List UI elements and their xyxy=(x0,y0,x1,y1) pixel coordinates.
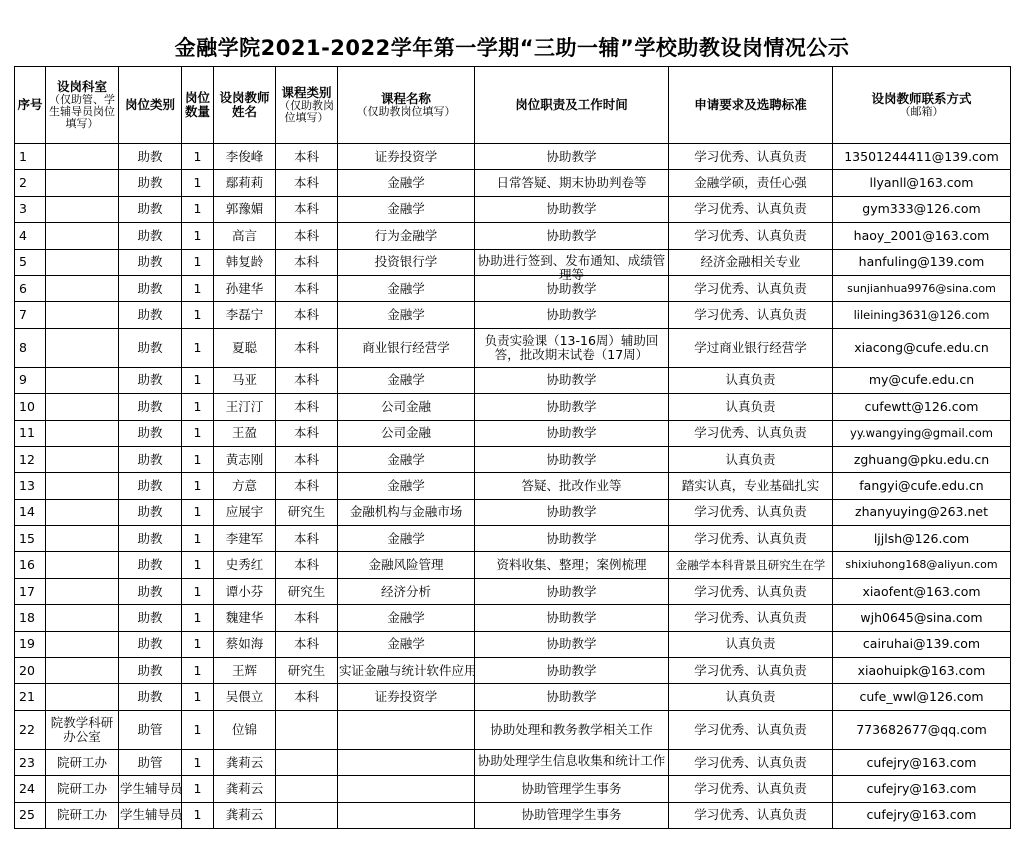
count-cell: 1 xyxy=(182,710,214,749)
teacher-cell: 史秀红 xyxy=(214,552,276,578)
table-row xyxy=(15,223,1011,249)
requirements-cell: 学习优秀、认真负责 xyxy=(669,196,833,222)
requirements-cell: 学习优秀、认真负责 xyxy=(669,658,833,684)
duty-cell: 协助教学 xyxy=(475,658,669,684)
duty-cell: 协助教学 xyxy=(475,631,669,657)
dept-cell: 院研工办 xyxy=(46,802,119,828)
count-cell: 1 xyxy=(182,526,214,552)
duty-cell: 资料收集、整理；案例梳理 xyxy=(475,552,669,578)
course-name-cell: 金融学 xyxy=(338,367,475,393)
type-cell: 助教 xyxy=(119,170,182,196)
count-cell: 1 xyxy=(182,420,214,446)
type-cell: 助教 xyxy=(119,631,182,657)
requirements-cell: 学习优秀、认真负责 xyxy=(669,605,833,631)
email-cell: cufe_wwl@126.com xyxy=(833,684,1011,710)
email-cell: 13501244411@139.com xyxy=(833,144,1011,170)
course-name-cell: 金融学 xyxy=(338,526,475,552)
teacher-cell: 韩复龄 xyxy=(214,249,276,275)
dept-cell: 院研工办 xyxy=(46,776,119,802)
requirements-cell: 学习优秀、认真负责 xyxy=(669,223,833,249)
duty-cell: 协助教学 xyxy=(475,196,669,222)
requirements-cell: 金融学本科背景且研究生在学 xyxy=(669,552,833,578)
course-type-cell xyxy=(276,802,338,828)
course-type-cell: 研究生 xyxy=(276,499,338,525)
requirements-cell: 金融学硕，责任心强 xyxy=(669,170,833,196)
seq-cell: 24 xyxy=(15,776,46,802)
dept-cell xyxy=(46,249,119,275)
type-cell: 助教 xyxy=(119,578,182,604)
teacher-cell: 方意 xyxy=(214,473,276,499)
seq-cell: 5 xyxy=(15,249,46,275)
type-cell: 助教 xyxy=(119,302,182,328)
dept-cell: 院教学科研办公室 xyxy=(46,710,119,749)
course-name-cell xyxy=(338,710,475,749)
count-cell: 1 xyxy=(182,578,214,604)
duty-cell: 协助处理学生信息收集和统计工作 xyxy=(475,749,669,775)
seq-cell: 25 xyxy=(15,802,46,828)
type-cell: 助教 xyxy=(119,420,182,446)
requirements-cell: 学习优秀、认真负责 xyxy=(669,526,833,552)
seq-cell: 20 xyxy=(15,658,46,684)
course-type-cell: 本科 xyxy=(276,446,338,472)
count-cell: 1 xyxy=(182,776,214,802)
requirements-cell: 学习优秀、认真负责 xyxy=(669,302,833,328)
email-cell: ljjlsh@126.com xyxy=(833,526,1011,552)
course-name-cell xyxy=(338,776,475,802)
teacher-cell: 黄志刚 xyxy=(214,446,276,472)
table-row xyxy=(15,473,1011,499)
course-type-cell: 本科 xyxy=(276,170,338,196)
duty-cell: 协助管理学生事务 xyxy=(475,802,669,828)
header-seq: 序号 xyxy=(15,67,46,144)
requirements-cell: 认真负责 xyxy=(669,631,833,657)
header-contact: 设岗教师联系方式 （邮箱） xyxy=(833,67,1011,144)
course-name-cell: 金融学 xyxy=(338,446,475,472)
seq-cell: 23 xyxy=(15,749,46,775)
dept-cell xyxy=(46,367,119,393)
duty-cell: 协助教学 xyxy=(475,420,669,446)
duty-cell: 协助教学 xyxy=(475,605,669,631)
requirements-cell: 认真负责 xyxy=(669,684,833,710)
type-cell: 助教 xyxy=(119,499,182,525)
course-name-cell xyxy=(338,802,475,828)
type-cell: 学生辅导员 xyxy=(119,776,182,802)
header-course-type: 课程类别 （仅助教岗位填写） xyxy=(276,67,338,144)
dept-cell xyxy=(46,631,119,657)
duty-cell: 日常答疑、期末协助判卷等 xyxy=(475,170,669,196)
dept-cell xyxy=(46,684,119,710)
requirements-cell: 学习优秀、认真负责 xyxy=(669,144,833,170)
count-cell: 1 xyxy=(182,144,214,170)
requirements-cell: 学习优秀、认真负责 xyxy=(669,710,833,749)
header-duty: 岗位职责及工作时间 xyxy=(475,67,669,144)
seq-cell: 6 xyxy=(15,275,46,301)
teacher-cell: 郭豫媚 xyxy=(214,196,276,222)
email-cell: xiaohuipk@163.com xyxy=(833,658,1011,684)
course-name-cell: 实证金融与统计软件应用 xyxy=(338,658,475,684)
course-name-cell: 金融风险管理 xyxy=(338,552,475,578)
dept-cell xyxy=(46,658,119,684)
table-row xyxy=(15,420,1011,446)
seq-cell: 16 xyxy=(15,552,46,578)
table-row xyxy=(15,328,1011,367)
duty-cell: 协助教学 xyxy=(475,275,669,301)
dept-cell: 院研工办 xyxy=(46,749,119,775)
count-cell: 1 xyxy=(182,223,214,249)
course-type-cell: 本科 xyxy=(276,275,338,301)
positions-table xyxy=(14,66,1011,829)
course-name-cell xyxy=(338,749,475,775)
requirements-cell: 认真负责 xyxy=(669,446,833,472)
count-cell: 1 xyxy=(182,658,214,684)
course-name-cell: 金融学 xyxy=(338,605,475,631)
dept-cell xyxy=(46,446,119,472)
email-cell: fangyi@cufe.edu.cn xyxy=(833,473,1011,499)
email-cell: llyanll@163.com xyxy=(833,170,1011,196)
count-cell: 1 xyxy=(182,249,214,275)
seq-cell: 13 xyxy=(15,473,46,499)
duty-cell: 答疑、批改作业等 xyxy=(475,473,669,499)
email-cell: xiaofent@163.com xyxy=(833,578,1011,604)
email-cell: yy.wangying@gmail.com xyxy=(833,420,1011,446)
course-type-cell: 本科 xyxy=(276,144,338,170)
duty-cell: 协助教学 xyxy=(475,578,669,604)
duty-cell: 协助教学 xyxy=(475,394,669,420)
course-type-cell: 本科 xyxy=(276,552,338,578)
course-name-cell: 金融机构与金融市场 xyxy=(338,499,475,525)
seq-cell: 11 xyxy=(15,420,46,446)
count-cell: 1 xyxy=(182,302,214,328)
table-row xyxy=(15,196,1011,222)
type-cell: 助教 xyxy=(119,144,182,170)
course-type-cell: 本科 xyxy=(276,196,338,222)
course-type-cell: 研究生 xyxy=(276,578,338,604)
count-cell: 1 xyxy=(182,394,214,420)
duty-cell: 协助教学 xyxy=(475,526,669,552)
header-dept: 设岗科室 （仅助管、学生辅导员岗位填写） xyxy=(46,67,119,144)
count-cell: 1 xyxy=(182,275,214,301)
seq-cell: 10 xyxy=(15,394,46,420)
email-cell: xiacong@cufe.edu.cn xyxy=(833,328,1011,367)
seq-cell: 2 xyxy=(15,170,46,196)
count-cell: 1 xyxy=(182,749,214,775)
teacher-cell: 王汀汀 xyxy=(214,394,276,420)
duty-cell: 协助进行签到、发布通知、成绩管理等 xyxy=(475,249,669,275)
email-cell: 773682677@qq.com xyxy=(833,710,1011,749)
dept-cell xyxy=(46,170,119,196)
type-cell: 学生辅导员 xyxy=(119,802,182,828)
email-cell: zghuang@pku.edu.cn xyxy=(833,446,1011,472)
course-type-cell: 本科 xyxy=(276,631,338,657)
table-row xyxy=(15,552,1011,578)
teacher-cell: 王盈 xyxy=(214,420,276,446)
email-cell: cufewtt@126.com xyxy=(833,394,1011,420)
course-type-cell: 本科 xyxy=(276,328,338,367)
email-cell: cufejry@163.com xyxy=(833,802,1011,828)
table-row xyxy=(15,367,1011,393)
dept-cell xyxy=(46,578,119,604)
teacher-cell: 李磊宁 xyxy=(214,302,276,328)
teacher-cell: 龚莉云 xyxy=(214,776,276,802)
table-row xyxy=(15,249,1011,275)
course-name-cell: 商业银行经营学 xyxy=(338,328,475,367)
seq-cell: 12 xyxy=(15,446,46,472)
count-cell: 1 xyxy=(182,631,214,657)
seq-cell: 19 xyxy=(15,631,46,657)
table-row xyxy=(15,526,1011,552)
course-type-cell: 研究生 xyxy=(276,658,338,684)
course-type-cell: 本科 xyxy=(276,394,338,420)
table-row xyxy=(15,631,1011,657)
type-cell: 助教 xyxy=(119,196,182,222)
course-type-cell: 本科 xyxy=(276,526,338,552)
header-teacher: 设岗教师姓名 xyxy=(214,67,276,144)
seq-cell: 1 xyxy=(15,144,46,170)
count-cell: 1 xyxy=(182,605,214,631)
table-row xyxy=(15,499,1011,525)
requirements-cell: 学习优秀、认真负责 xyxy=(669,499,833,525)
teacher-cell: 蔡如海 xyxy=(214,631,276,657)
course-name-cell: 经济分析 xyxy=(338,578,475,604)
seq-cell: 15 xyxy=(15,526,46,552)
course-type-cell xyxy=(276,710,338,749)
count-cell: 1 xyxy=(182,196,214,222)
teacher-cell: 李建军 xyxy=(214,526,276,552)
dept-cell xyxy=(46,605,119,631)
dept-cell xyxy=(46,144,119,170)
dept-cell xyxy=(46,499,119,525)
header-requirements: 申请要求及选聘标准 xyxy=(669,67,833,144)
type-cell: 助教 xyxy=(119,473,182,499)
type-cell: 助教 xyxy=(119,367,182,393)
table-row xyxy=(15,578,1011,604)
teacher-cell: 应展宇 xyxy=(214,499,276,525)
type-cell: 助教 xyxy=(119,446,182,472)
course-name-cell: 金融学 xyxy=(338,302,475,328)
seq-cell: 14 xyxy=(15,499,46,525)
dept-cell xyxy=(46,328,119,367)
dept-cell xyxy=(46,420,119,446)
seq-cell: 18 xyxy=(15,605,46,631)
table-row xyxy=(15,144,1011,170)
type-cell: 助管 xyxy=(119,749,182,775)
duty-cell: 协助教学 xyxy=(475,223,669,249)
email-cell: cufejry@163.com xyxy=(833,749,1011,775)
table-row xyxy=(15,275,1011,301)
email-cell: hanfuling@139.com xyxy=(833,249,1011,275)
seq-cell: 8 xyxy=(15,328,46,367)
type-cell: 助教 xyxy=(119,328,182,367)
count-cell: 1 xyxy=(182,446,214,472)
type-cell: 助教 xyxy=(119,275,182,301)
teacher-cell: 魏建华 xyxy=(214,605,276,631)
course-name-cell: 公司金融 xyxy=(338,394,475,420)
type-cell: 助教 xyxy=(119,684,182,710)
course-type-cell: 本科 xyxy=(276,684,338,710)
course-type-cell: 本科 xyxy=(276,223,338,249)
header-type: 岗位类别 xyxy=(119,67,182,144)
seq-cell: 22 xyxy=(15,710,46,749)
email-cell: cairuhai@139.com xyxy=(833,631,1011,657)
type-cell: 助管 xyxy=(119,710,182,749)
count-cell: 1 xyxy=(182,473,214,499)
teacher-cell: 马亚 xyxy=(214,367,276,393)
header-row xyxy=(15,67,1011,144)
count-cell: 1 xyxy=(182,367,214,393)
dept-cell xyxy=(46,473,119,499)
requirements-cell: 学习优秀、认真负责 xyxy=(669,420,833,446)
table-row xyxy=(15,170,1011,196)
course-type-cell: 本科 xyxy=(276,420,338,446)
type-cell: 助教 xyxy=(119,605,182,631)
duty-cell: 协助教学 xyxy=(475,302,669,328)
type-cell: 助教 xyxy=(119,223,182,249)
dept-cell xyxy=(46,196,119,222)
table-body xyxy=(15,144,1011,829)
seq-cell: 9 xyxy=(15,367,46,393)
requirements-cell: 学习优秀、认真负责 xyxy=(669,275,833,301)
email-cell: my@cufe.edu.cn xyxy=(833,367,1011,393)
course-type-cell: 本科 xyxy=(276,367,338,393)
table-row xyxy=(15,658,1011,684)
count-cell: 1 xyxy=(182,170,214,196)
seq-cell: 17 xyxy=(15,578,46,604)
teacher-cell: 龚莉云 xyxy=(214,802,276,828)
dept-cell xyxy=(46,526,119,552)
count-cell: 1 xyxy=(182,684,214,710)
teacher-cell: 鄢莉莉 xyxy=(214,170,276,196)
seq-cell: 21 xyxy=(15,684,46,710)
email-cell: zhanyuying@263.net xyxy=(833,499,1011,525)
duty-cell: 负责实验课（13-16周）辅助回答，批改期末试卷（17周） xyxy=(475,328,669,367)
requirements-cell: 经济金融相关专业 xyxy=(669,249,833,275)
dept-cell xyxy=(46,223,119,249)
requirements-cell: 踏实认真，专业基础扎实 xyxy=(669,473,833,499)
course-type-cell xyxy=(276,749,338,775)
email-cell: lileining3631@126.com xyxy=(833,302,1011,328)
page-title: 金融学院2021-2022学年第一学期“三助一辅”学校助教设岗情况公示 xyxy=(174,36,850,60)
requirements-cell: 学习优秀、认真负责 xyxy=(669,776,833,802)
duty-cell: 协助教学 xyxy=(475,367,669,393)
duty-cell: 协助管理学生事务 xyxy=(475,776,669,802)
email-cell: haoy_2001@163.com xyxy=(833,223,1011,249)
teacher-cell: 位锦 xyxy=(214,710,276,749)
course-type-cell: 本科 xyxy=(276,302,338,328)
course-type-cell: 本科 xyxy=(276,605,338,631)
seq-cell: 7 xyxy=(15,302,46,328)
dept-cell xyxy=(46,552,119,578)
table-row xyxy=(15,684,1011,710)
duty-cell: 协助教学 xyxy=(475,499,669,525)
table-row xyxy=(15,749,1011,775)
teacher-cell: 孙建华 xyxy=(214,275,276,301)
requirements-cell: 学过商业银行经营学 xyxy=(669,328,833,367)
course-name-cell: 金融学 xyxy=(338,275,475,301)
type-cell: 助教 xyxy=(119,658,182,684)
course-name-cell: 行为金融学 xyxy=(338,223,475,249)
seq-cell: 3 xyxy=(15,196,46,222)
table-row xyxy=(15,394,1011,420)
teacher-cell: 李俊峰 xyxy=(214,144,276,170)
duty-cell: 协助处理和教务教学相关工作 xyxy=(475,710,669,749)
type-cell: 助教 xyxy=(119,249,182,275)
count-cell: 1 xyxy=(182,802,214,828)
requirements-cell: 认真负责 xyxy=(669,394,833,420)
table-row xyxy=(15,710,1011,749)
course-name-cell: 投资银行学 xyxy=(338,249,475,275)
table-row xyxy=(15,446,1011,472)
email-cell: gym333@126.com xyxy=(833,196,1011,222)
email-cell: sunjianhua9976@sina.com xyxy=(833,275,1011,301)
type-cell: 助教 xyxy=(119,394,182,420)
teacher-cell: 高言 xyxy=(214,223,276,249)
course-name-cell: 证券投资学 xyxy=(338,684,475,710)
requirements-cell: 学习优秀、认真负责 xyxy=(669,802,833,828)
seq-cell: 4 xyxy=(15,223,46,249)
course-type-cell: 本科 xyxy=(276,473,338,499)
count-cell: 1 xyxy=(182,499,214,525)
table-row xyxy=(15,802,1011,828)
type-cell: 助教 xyxy=(119,552,182,578)
duty-cell: 协助教学 xyxy=(475,684,669,710)
requirements-cell: 学习优秀、认真负责 xyxy=(669,749,833,775)
count-cell: 1 xyxy=(182,328,214,367)
header-count: 岗位数量 xyxy=(182,67,214,144)
teacher-cell: 夏聪 xyxy=(214,328,276,367)
course-name-cell: 金融学 xyxy=(338,631,475,657)
teacher-cell: 吴偎立 xyxy=(214,684,276,710)
type-cell: 助教 xyxy=(119,526,182,552)
table-row xyxy=(15,776,1011,802)
course-name-cell: 证券投资学 xyxy=(338,144,475,170)
duty-cell: 协助教学 xyxy=(475,144,669,170)
course-name-cell: 金融学 xyxy=(338,196,475,222)
table-row xyxy=(15,302,1011,328)
course-name-cell: 金融学 xyxy=(338,170,475,196)
teacher-cell: 谭小芬 xyxy=(214,578,276,604)
count-cell: 1 xyxy=(182,552,214,578)
teacher-cell: 龚莉云 xyxy=(214,749,276,775)
table-row xyxy=(15,605,1011,631)
course-type-cell: 本科 xyxy=(276,249,338,275)
requirements-cell: 认真负责 xyxy=(669,367,833,393)
dept-cell xyxy=(46,394,119,420)
email-cell: wjh0645@sina.com xyxy=(833,605,1011,631)
email-cell: cufejry@163.com xyxy=(833,776,1011,802)
dept-cell xyxy=(46,275,119,301)
duty-cell: 协助教学 xyxy=(475,446,669,472)
header-course-name: 课程名称 （仅助教岗位填写） xyxy=(338,67,475,144)
email-cell: shixiuhong168@aliyun.com xyxy=(833,552,1011,578)
teacher-cell: 王辉 xyxy=(214,658,276,684)
course-name-cell: 公司金融 xyxy=(338,420,475,446)
course-type-cell xyxy=(276,776,338,802)
requirements-cell: 学习优秀、认真负责 xyxy=(669,578,833,604)
dept-cell xyxy=(46,302,119,328)
course-name-cell: 金融学 xyxy=(338,473,475,499)
